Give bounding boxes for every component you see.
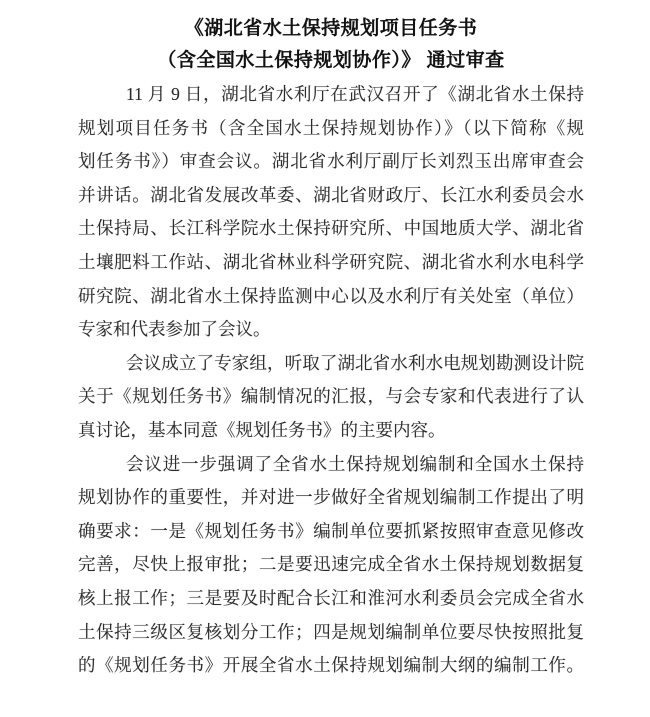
body-paragraph bbox=[78, 78, 584, 347]
document-line: 关于《规划任务书》编制情况的汇报，与会专家和代表进行了认 bbox=[78, 386, 584, 407]
document-line: 土壤肥料工作站、湖北省林业科学研究院、湖北省水利水电科学 bbox=[78, 251, 584, 272]
body-paragraph bbox=[78, 347, 584, 448]
document-text-block bbox=[78, 13, 584, 683]
document-line: 会议进一步强调了全省水土保持规划编制和全国水土保持 bbox=[126, 453, 584, 474]
document-line: 专家和代表参加了会议。 bbox=[78, 319, 271, 340]
title-line-1: 《湖北省水土保持规划项目任务书 bbox=[184, 18, 478, 39]
document-line: 会议成立了专家组，听取了湖北省水利水电规划勘测设计院 bbox=[126, 352, 584, 373]
document-line: 规划协作的重要性，并对进一步做好全省规划编制工作提出了明 bbox=[78, 487, 584, 508]
document-line: 真讨论，基本同意《规划任务书》的主要内容。 bbox=[78, 419, 446, 440]
document-line: 11 月 9 日，湖北省水利厅在武汉召开了《湖北省水土保持 bbox=[126, 84, 584, 104]
document-line: 完善，尽快上报审批；二是要迅速完成全省水土保持规划数据复 bbox=[78, 554, 584, 575]
document-title bbox=[78, 13, 584, 77]
document-line: 研究院、湖北省水土保持监测中心以及水利厅有关处室（单位） bbox=[78, 285, 584, 306]
document-line: 划任务书》）审查会议。湖北省水利厅副厅长刘烈玉出席审查会 bbox=[78, 151, 584, 172]
document-line: 规划项目任务书（含全国水土保持规划协作）》（以下简称《规 bbox=[78, 117, 584, 138]
document-line: 并讲话。湖北省发展改革委、湖北省财政厅、长江水利委员会水 bbox=[78, 184, 584, 205]
title-line-2: （含全国水土保持规划协作）》 通过审查 bbox=[157, 50, 505, 71]
document-line: 的《规划任务书》开展全省水土保持规划编制大纲的编制工作。 bbox=[78, 655, 584, 676]
document-line: 土保持三级区复核划分工作；四是规划编制单位要尽快按照批复 bbox=[78, 621, 584, 642]
document-line: 确要求：一是《规划任务书》编制单位要抓紧按照审查意见修改 bbox=[78, 520, 584, 541]
document-body bbox=[78, 78, 584, 683]
document-line: 核上报工作；三是要及时配合长江和淮河水利委员会完成全省水 bbox=[78, 587, 584, 608]
body-paragraph bbox=[78, 448, 584, 683]
document-line: 土保持局、长江科学院水土保持研究所、中国地质大学、湖北省 bbox=[78, 218, 584, 239]
